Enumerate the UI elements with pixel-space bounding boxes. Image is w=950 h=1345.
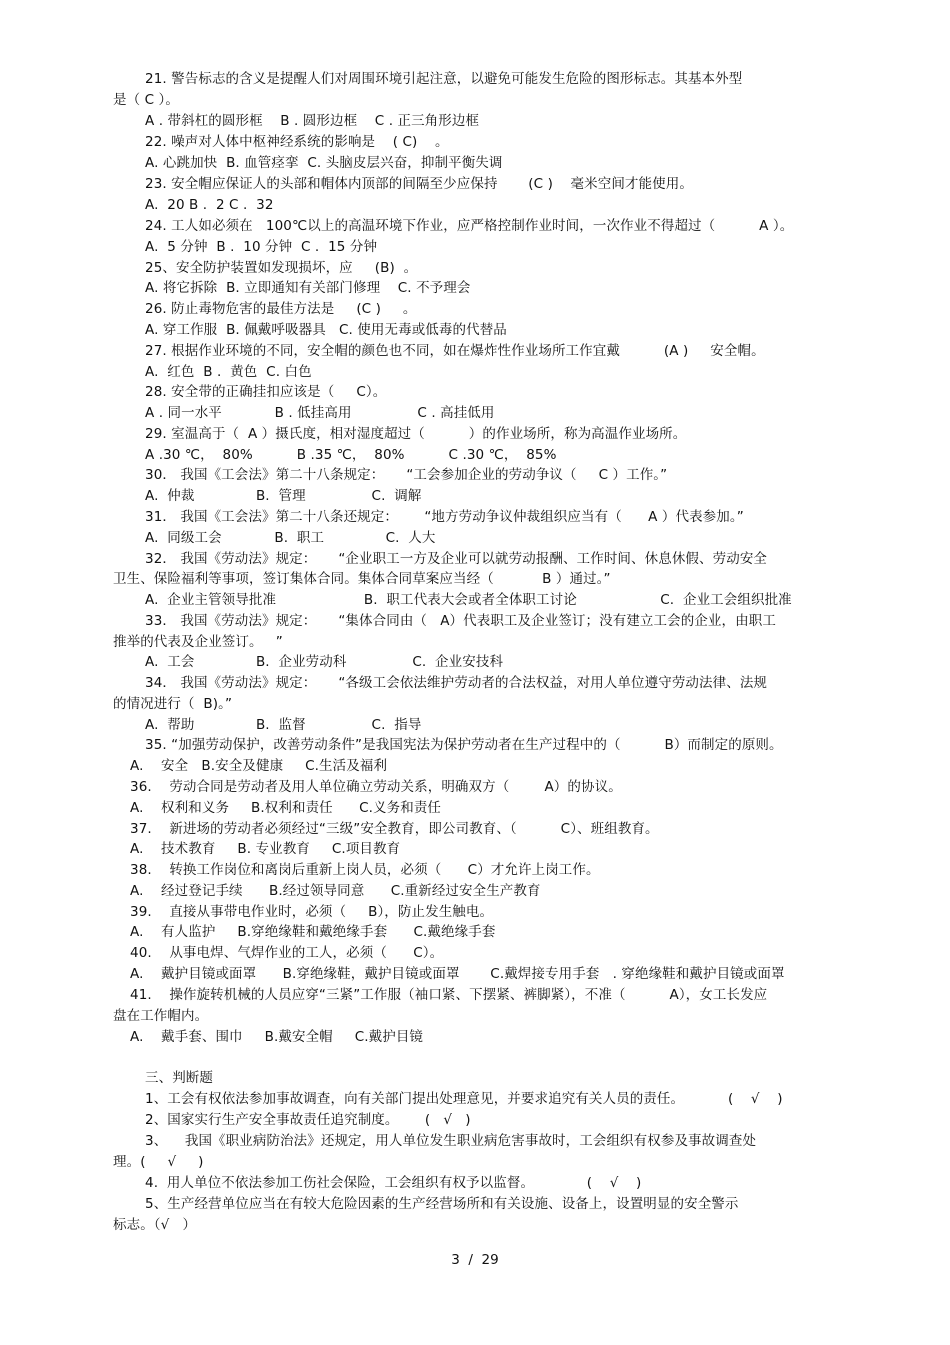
text-line: 33． 我国《劳动法》规定： “集体合同由（ A）代表职工及企业签订；没有建立工会的企业，由职工 (145, 613, 776, 629)
text-line: A . 带斜杠的圆形框 B . 圆形边框 C . 正三角形边框 (145, 113, 480, 129)
text-line: 3、 我国《职业病防治法》还规定，用人单位发生职业病危害事故时，工会组织有权参及事故调查处 (145, 1133, 757, 1149)
text-line: 38. 转换工作岗位和离岗后重新上岗人员，必须（ C）才允许上岗工作。 (130, 862, 600, 878)
text-line: 31． 我国《工会法》第二十八条还规定： “地方劳动争议仲裁组织应当有（ A ）代表参加。” (145, 509, 744, 525)
text-line: 37. 新进场的劳动者必须经过“三级”安全教育，即公司教育、（ C）、班组教育。 (130, 821, 659, 837)
text-line: 41. 操作旋转机械的人员应穿“三紧”工作服（袖口紧、下摆紧、裤脚紧），不准（ A），女工长发应 (130, 987, 768, 1003)
text-line: A. 心跳加快 B. 血管痉挛 C. 头脑皮层兴奋，抑制平衡失调 (145, 155, 503, 171)
text-line: A. 工会 B. 企业劳动科 C. 企业安技科 (145, 654, 504, 670)
text-line: 2、国家实行生产安全事故责任追究制度。 ( √ ) (145, 1112, 471, 1128)
text-line: 推举的代表及企业签订。 ” (113, 634, 283, 650)
text-line: A. 同级工会 B. 职工 C. 人大 (145, 530, 436, 546)
text-line: A. 5 分钟 B . 10 分钟 C . 15 分钟 (145, 239, 378, 255)
text-line: 36. 劳动合同是劳动者及用人单位确立劳动关系，明确双方（ A）的协议。 (130, 779, 622, 795)
text-line: 22. 噪声对人体中枢神经系统的影响是 ( C) 。 (145, 134, 449, 150)
text-line: A. 安全 B.安全及健康 C.生活及福利 (130, 758, 388, 774)
text-line: 32． 我国《劳动法》规定： “企业职工一方及企业可以就劳动报酬、工作时间、休息休假、劳动安全 (145, 551, 768, 567)
text-line: A . 同一水平 B . 低挂高用 C . 高挂低用 (145, 405, 495, 421)
text-line: A. 戴手套、围巾 B.戴安全帽 C.戴护目镜 (130, 1029, 424, 1045)
text-line: A. 将它拆除 B. 立即通知有关部门修理 C. 不予理会 (145, 280, 471, 296)
text-line: 35. “加强劳动保护，改善劳动条件”是我国宪法为保护劳动者在生产过程中的（ B）而制定的原则。 (145, 737, 783, 753)
text-line: A. 经过登记手续 B.经过领导同意 C.重新经过安全生产教育 (130, 883, 541, 899)
text-line: 40. 从事电焊、气焊作业的工人，必须（ C）。 (130, 945, 444, 961)
text-line: A. 企业主管领导批准 B. 职工代表大会或者全体职工讨论 C. 企业工会组织批准 (145, 592, 792, 608)
text-line: 是（ C ）。 (113, 92, 179, 108)
text-line: A. 20 B . 2 C . 32 (145, 197, 274, 213)
text-line: A. 权利和义务 B.权利和责任 C.义务和责任 (130, 800, 442, 816)
text-line: A. 红色 B . 黄色 C. 白色 (145, 364, 312, 380)
text-line: 39. 直接从事带电作业时，必须（ B），防止发生触电。 (130, 904, 494, 920)
text-line: 盘在工作帽内。 (113, 1008, 209, 1024)
text-line: 34． 我国《劳动法》规定： “各级工会依法维护劳动者的合法权益，对用人单位遵守劳动法律、法规 (145, 675, 768, 691)
text-line: A. 有人监护 B.穿绝缘鞋和戴绝缘手套 C.戴绝缘手套 (130, 924, 496, 940)
text-line: 5、生产经营单位应当在有较大危险因素的生产经营场所和有关设施、设备上，设置明显的安全警示 (145, 1196, 739, 1212)
text-line: 23. 安全帽应保证人的头部和帽体内顶部的间隔至少应保持 (C ) 毫米空间才能使用。 (145, 176, 693, 192)
text-line: 1、工会有权依法参加事故调查，向有关部门提出处理意见，并要求追究有关人员的责任。 ( √ ) (145, 1091, 783, 1107)
text-line: A. 帮助 B. 监督 C. 指导 (145, 717, 422, 733)
text-line: 25、安全防护装置如发现损坏，应 (B) 。 (145, 260, 418, 276)
text-line: 4. 用人单位不依法参加工伤社会保险，工会组织有权予以监督。 ( √ ) (145, 1175, 642, 1191)
text-line: 30． 我国《工会法》第二十八条规定： “工会参加企业的劳动争议（ C ）工作。” (145, 467, 668, 483)
text-line: 29. 室温高于（ A ）摄氏度，相对湿度超过（ ）的作业场所，称为高温作业场所。 (145, 426, 687, 442)
section-heading: 三、判断题 (145, 1070, 213, 1086)
text-line: 27. 根据作业环境的不同，安全帽的颜色也不同，如在爆炸性作业场所工作宜戴 (A ) 安全帽。 (145, 343, 765, 359)
page-number: 3 / 29 (451, 1252, 499, 1268)
text-line: 的情况进行（ B)。” (113, 696, 233, 712)
text-line: 21. 警告标志的含义是提醒人们对周围环境引起注意，以避免可能发生危险的图形标志。其基本外型 (145, 71, 743, 87)
text-line: A .30 ℃， 80% B .35 ℃， 80% C .30 ℃， 85% (145, 447, 557, 463)
text-line: 标志。（√ ） (113, 1217, 197, 1233)
text-line: 理。( √ ) (113, 1154, 204, 1170)
text-line: A. 戴护目镜或面罩 B.穿绝缘鞋，戴护目镜或面罩 C.戴焊接专用手套 . 穿绝缘鞋和戴护目镜或面罩 (130, 966, 785, 982)
text-line: 卫生、保险福利等事项，签订集体合同。集体合同草案应当经（ B ）通过。” (113, 571, 611, 587)
text-line: 24. 工人如必须在 100℃以上的高温环境下作业，应严格控制作业时间，一次作业不得超过（ A ）。 (145, 218, 794, 234)
text-line: 28. 安全带的正确挂扣应该是（ C）。 (145, 384, 387, 400)
text-line: A. 仲裁 B. 管理 C. 调解 (145, 488, 422, 504)
text-line: A. 穿工作服 B. 佩戴呼吸器具 C. 使用无毒或低毒的代替品 (145, 322, 507, 338)
text-line: A. 技术教育 B. 专业教育 C.项目教育 (130, 841, 401, 857)
text-line: 26. 防止毒物危害的最佳方法是 (C ) 。 (145, 301, 417, 317)
